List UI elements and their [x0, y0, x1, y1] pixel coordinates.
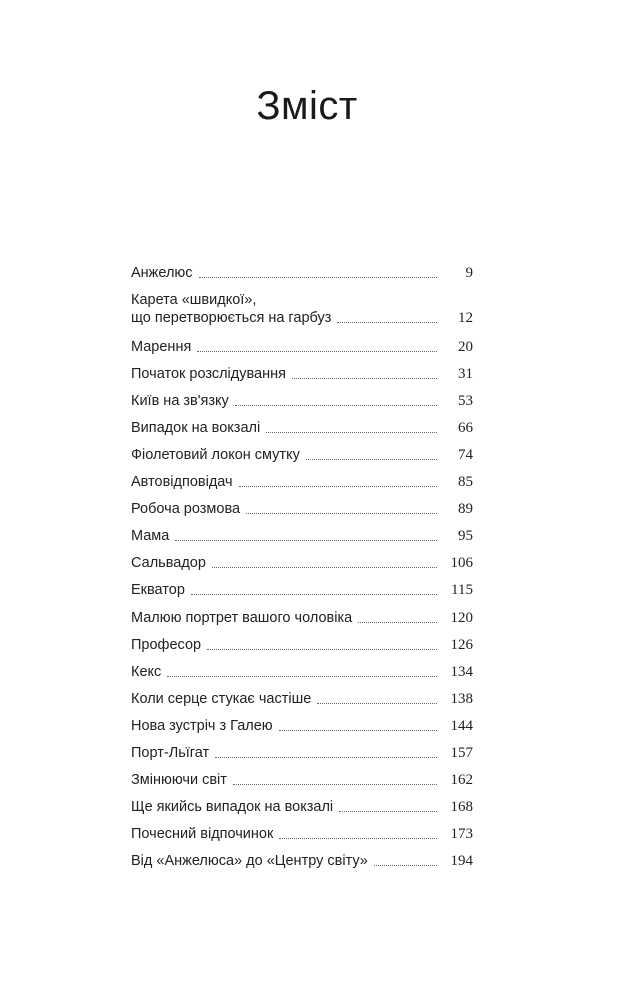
- dot-leader: [279, 837, 437, 839]
- toc-entry[interactable]: [131, 332, 473, 356]
- toc-entry-page: 168: [450, 798, 473, 815]
- toc-entry[interactable]: [131, 630, 473, 654]
- toc-entry[interactable]: [131, 657, 473, 681]
- toc-entry-title: [131, 291, 331, 327]
- toc-entry-page: 194: [450, 852, 473, 869]
- toc-entry-page: 120: [450, 609, 473, 626]
- toc-entry-page: 95: [458, 528, 473, 545]
- toc-entry[interactable]: [131, 413, 473, 437]
- toc-entry-title: Анжелюс: [131, 265, 193, 281]
- toc-entry-title: Ще якийсь випадок на вокзалі: [131, 798, 334, 815]
- toc-entry[interactable]: [131, 285, 473, 327]
- toc-entry[interactable]: [131, 467, 473, 491]
- toc-entry[interactable]: [131, 575, 473, 599]
- toc-entry-title: Професор: [131, 636, 202, 653]
- toc-entry[interactable]: [131, 603, 473, 627]
- toc-entry[interactable]: [131, 792, 473, 816]
- toc-entry-title: Малюю портрет вашого чоловіка: [131, 609, 353, 626]
- dot-leader: [358, 621, 437, 623]
- dot-leader: [337, 321, 437, 323]
- toc-entry-title: Змінюючи світ: [131, 771, 227, 788]
- toc-entry-title: Початок розслідування: [131, 366, 286, 383]
- dot-leader: [197, 350, 437, 352]
- toc-entry[interactable]: [131, 258, 473, 282]
- toc-entry-page: 12: [458, 310, 473, 327]
- toc-entry-page: 134: [450, 663, 473, 680]
- toc-entry[interactable]: [131, 819, 473, 843]
- toc-entry[interactable]: [131, 494, 473, 518]
- dot-leader: [279, 729, 437, 731]
- toc-entry-page: 20: [458, 339, 473, 356]
- table-of-contents: [131, 258, 473, 873]
- toc-entry[interactable]: [131, 846, 473, 870]
- dot-leader: [207, 648, 437, 650]
- toc-entry-title: Київ на зв'язку: [131, 393, 229, 410]
- dot-leader: [167, 675, 437, 677]
- toc-entry-page: 173: [450, 825, 473, 842]
- toc-entry-title-line: Карета «швидкої»,: [131, 292, 257, 309]
- toc-entry-title: Фіолетовий локон смутку: [131, 447, 300, 464]
- toc-entry-page: 157: [450, 744, 473, 761]
- toc-entry-title: Марення: [131, 339, 192, 356]
- toc-entry-page: 53: [458, 393, 473, 410]
- toc-entry-title: Порт-Льїгат: [131, 744, 210, 761]
- dot-leader: [199, 276, 437, 278]
- dot-leader: [246, 512, 437, 514]
- dot-leader: [339, 810, 437, 812]
- toc-entry[interactable]: [131, 386, 473, 410]
- toc-entry-title: Мама: [131, 528, 170, 545]
- toc-entry-page: 31: [458, 366, 473, 383]
- dot-leader: [374, 864, 437, 866]
- toc-entry[interactable]: [131, 711, 473, 735]
- dot-leader: [215, 756, 437, 758]
- toc-entry-page: 9: [465, 265, 473, 281]
- dot-leader: [175, 539, 437, 541]
- toc-entry-page: 144: [450, 717, 473, 734]
- toc-entry-title: Екватор: [131, 582, 185, 599]
- toc-entry-title-line: що перетворюється на гарбуз: [131, 310, 332, 327]
- dot-leader: [212, 566, 437, 568]
- toc-entry-page: 66: [458, 420, 473, 437]
- dot-leader: [233, 783, 437, 785]
- toc-entry-title: Випадок на вокзалі: [131, 420, 261, 437]
- dot-leader: [239, 485, 437, 487]
- toc-entry-title: Від «Анжелюса» до «Центру світу»: [131, 852, 368, 869]
- page-title: Зміст: [256, 84, 358, 128]
- toc-entry-title: Робоча розмова: [131, 501, 241, 518]
- toc-entry[interactable]: [131, 548, 473, 572]
- toc-entry-title: Почесний відпочинок: [131, 825, 274, 842]
- toc-entry-page: 89: [458, 501, 473, 518]
- toc-entry-page: 162: [450, 771, 473, 788]
- toc-entry-title: Кекс: [131, 663, 162, 680]
- toc-entry-title: Автовідповідач: [131, 474, 233, 491]
- dot-leader: [191, 593, 437, 595]
- dot-leader: [306, 458, 437, 460]
- toc-entry[interactable]: [131, 440, 473, 464]
- toc-entry-page: 106: [450, 555, 473, 572]
- toc-entry[interactable]: [131, 521, 473, 545]
- dot-leader: [317, 702, 437, 704]
- toc-entry[interactable]: [131, 359, 473, 383]
- toc-entry-page: 115: [451, 582, 473, 599]
- toc-entry-title: Коли серце стукає частіше: [131, 690, 312, 707]
- toc-entry-page: 138: [450, 690, 473, 707]
- dot-leader: [266, 431, 437, 433]
- toc-entry[interactable]: [131, 765, 473, 789]
- toc-entry-title: Нова зустріч з Галею: [131, 717, 273, 734]
- toc-entry-page: 74: [458, 447, 473, 464]
- toc-entry-page: 126: [450, 636, 473, 653]
- dot-leader: [235, 404, 437, 406]
- toc-entry-page: 85: [458, 474, 473, 491]
- toc-entry-title: Сальвадор: [131, 555, 206, 572]
- toc-entry[interactable]: [131, 684, 473, 708]
- dot-leader: [292, 377, 437, 379]
- toc-entry[interactable]: [131, 738, 473, 762]
